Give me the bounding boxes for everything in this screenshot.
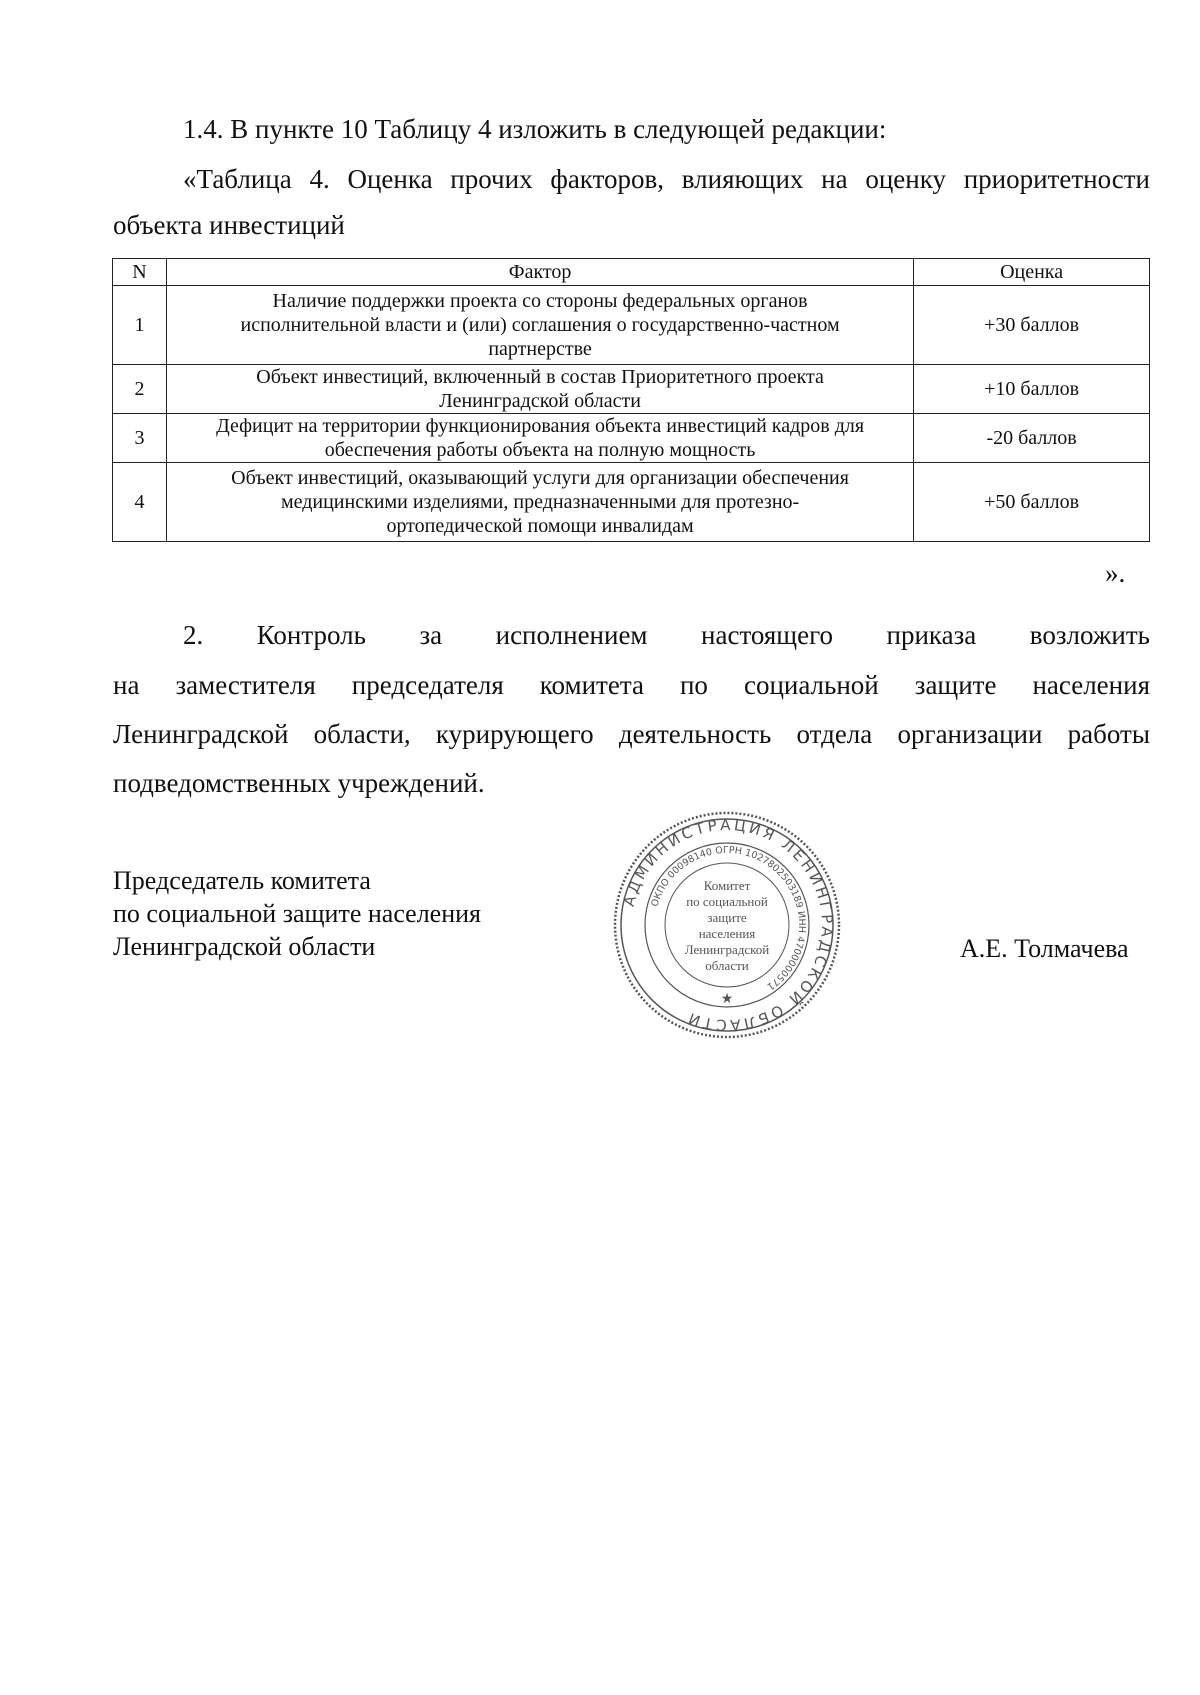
header-n: N [113,259,167,286]
factor-line: исполнительной власти и (или) соглашения о государственно-частном [240,314,840,336]
paragraph-2-line: подведомственных учреждений. [113,768,485,798]
factor-cell [166,286,913,365]
stamp-star-icon: ★ [720,991,734,1007]
factor-line: Наличие поддержки проекта со стороны федеральных органов [272,290,808,312]
table-header-row [113,259,1150,286]
header-score: Оценка [914,259,1150,286]
row-number: 4 [113,463,167,542]
factor-line: ортопедической помощи инвалидам [386,515,694,537]
score-cell: +30 баллов [914,286,1150,365]
paragraph-2-line: на заместителя председателя комитета по социальной защите населения [113,670,1150,700]
closing-quote: ». [1105,558,1126,588]
row-number: 1 [113,286,167,365]
stamp-inner-text: ОКПО 00098140 ОГРН 1027802503189 ИНН 4700000571 [649,844,808,992]
signatory-position-line: Ленинградской области [113,932,376,961]
score-cell: +10 баллов [914,365,1150,414]
official-stamp [612,810,842,1040]
factor-cell [166,463,913,542]
factor-line: партнерстве [488,338,592,360]
paragraph-2-line: 2. Контроль за исполнением настоящего приказа возложить [183,620,1150,650]
stamp-ring [645,843,809,1007]
table-title-line-1: «Таблица 4. Оценка прочих факторов, влияющих на оценку приоритетности [183,164,1150,194]
score-cell: -20 баллов [914,414,1150,463]
table-row [113,463,1150,542]
row-number: 2 [113,365,167,414]
svg-text:по социальной: по социальной [686,894,768,909]
svg-text:Ленинградской: Ленинградской [684,942,770,957]
table-row [113,365,1150,414]
table-title-line-2: объекта инвестиций [113,210,345,240]
svg-text:области: области [705,958,749,973]
svg-text:защите: защите [707,910,747,925]
factor-line: обеспечения работы объекта на полную мощность [324,439,756,461]
table-row [113,286,1150,365]
signatory-name: А.Е. Толмачева [960,934,1129,963]
signatory-position-line: Председатель комитета [113,866,371,895]
factor-line: медицинскими изделиями, предназначенными для протезно- [280,491,800,513]
svg-text:Комитет: Комитет [703,878,751,893]
stamp-center-text [685,878,770,973]
signatory-position-line: по социальной защите населения [113,899,482,928]
factor-line: Ленинградской области [439,390,641,412]
svg-text:населения: населения [698,926,756,941]
factors-table [112,258,1150,542]
factor-cell [166,365,913,414]
table-row [113,414,1150,463]
score-cell: +50 баллов [914,463,1150,542]
paragraph-2-line: Ленинградской области, курирующего деятельность отдела организации работы [113,719,1150,749]
factor-line: Объект инвестиций, оказывающий услуги для организации обеспечения [231,467,849,489]
item-1-4: 1.4. В пункте 10 Таблицу 4 изложить в следующей редакции: [183,114,887,144]
factor-line: Дефицит на территории функционирования объекта инвестиций кадров для [216,415,865,437]
stamp-outer-text: АДМИНИСТРАЦИЯ ЛЕНИНГРАДСКОЙ ОБЛАСТИ [619,815,837,1035]
factor-line: Объект инвестиций, включенный в состав Приоритетного проекта [256,366,824,388]
factor-cell [166,414,913,463]
row-number: 3 [113,414,167,463]
header-factor: Фактор [166,259,913,286]
